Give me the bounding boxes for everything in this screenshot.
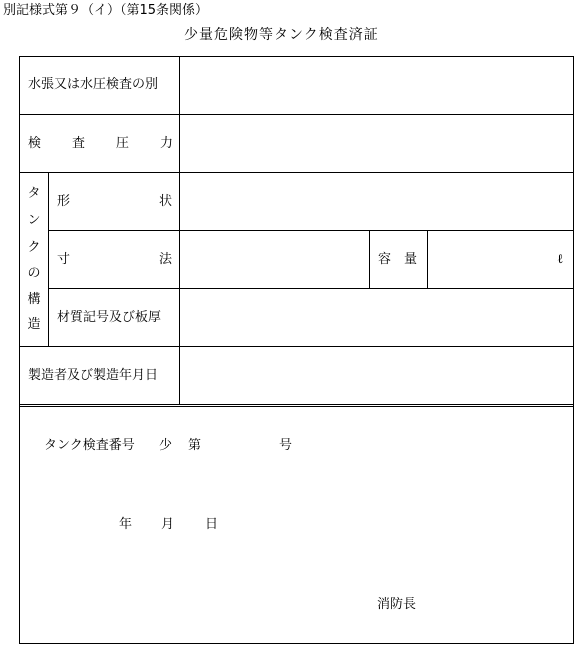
inspection-pressure-field[interactable] bbox=[181, 116, 571, 171]
material-field[interactable] bbox=[181, 290, 571, 345]
page-title: 少量危険物等タンク検査済証 bbox=[184, 27, 379, 43]
number-dai: 第 bbox=[188, 438, 202, 453]
issuer-title: 消防長 bbox=[377, 597, 417, 612]
row-divider bbox=[19, 404, 573, 405]
shape-field[interactable] bbox=[181, 174, 571, 229]
material-label: 材質記号及び板厚 bbox=[57, 310, 162, 325]
tank-inspection-number-label: タンク検査番号 bbox=[44, 438, 135, 453]
structure-char: タ bbox=[27, 186, 41, 201]
liter-unit: ℓ bbox=[557, 252, 564, 267]
structure-group-divider bbox=[48, 172, 49, 346]
inspection-type-field[interactable] bbox=[181, 58, 571, 113]
pressure-char: 査 bbox=[72, 136, 86, 151]
row-divider-double bbox=[19, 406, 573, 407]
structure-char: ク bbox=[27, 240, 41, 255]
capacity-label: 容 量 bbox=[378, 252, 418, 267]
row-divider bbox=[48, 288, 573, 289]
row-divider bbox=[19, 114, 573, 115]
manufacturer-field[interactable] bbox=[181, 348, 571, 403]
table-bottom-border bbox=[19, 643, 573, 644]
row-divider bbox=[19, 346, 573, 347]
number-go: 号 bbox=[279, 438, 293, 453]
table-left-border bbox=[19, 56, 20, 644]
number-prefix: 少 bbox=[159, 438, 173, 453]
pressure-char: 圧 bbox=[116, 136, 130, 151]
shape-label-right: 状 bbox=[159, 194, 173, 209]
inspection-type-label: 水張又は水圧検査の別 bbox=[28, 77, 159, 92]
table-top-border bbox=[19, 56, 573, 57]
manufacturer-label: 製造者及び製造年月日 bbox=[28, 368, 159, 383]
capacity-field[interactable] bbox=[429, 232, 571, 287]
date-day: 日 bbox=[205, 517, 219, 532]
structure-char: 造 bbox=[27, 317, 41, 332]
pressure-char: 力 bbox=[160, 136, 174, 151]
label-column-divider bbox=[179, 56, 180, 405]
row-divider bbox=[19, 172, 573, 173]
inspection-number-field[interactable] bbox=[206, 434, 278, 456]
pressure-char: 検 bbox=[28, 136, 42, 151]
date-month: 月 bbox=[161, 517, 175, 532]
capacity-right-divider bbox=[427, 230, 428, 288]
dimension-label-right: 法 bbox=[159, 252, 173, 267]
dimension-field[interactable] bbox=[181, 232, 367, 287]
row-divider bbox=[48, 230, 573, 231]
dimension-label: 寸 bbox=[57, 252, 71, 267]
date-year: 年 bbox=[119, 517, 133, 532]
structure-char: の bbox=[27, 266, 41, 281]
structure-char: ン bbox=[27, 213, 41, 228]
capacity-left-divider bbox=[369, 230, 370, 288]
structure-char: 構 bbox=[27, 292, 41, 307]
form-number-label: 別記様式第９（イ）（第15条関係） bbox=[3, 3, 209, 18]
table-right-border bbox=[573, 56, 574, 644]
shape-label: 形 bbox=[57, 194, 71, 209]
